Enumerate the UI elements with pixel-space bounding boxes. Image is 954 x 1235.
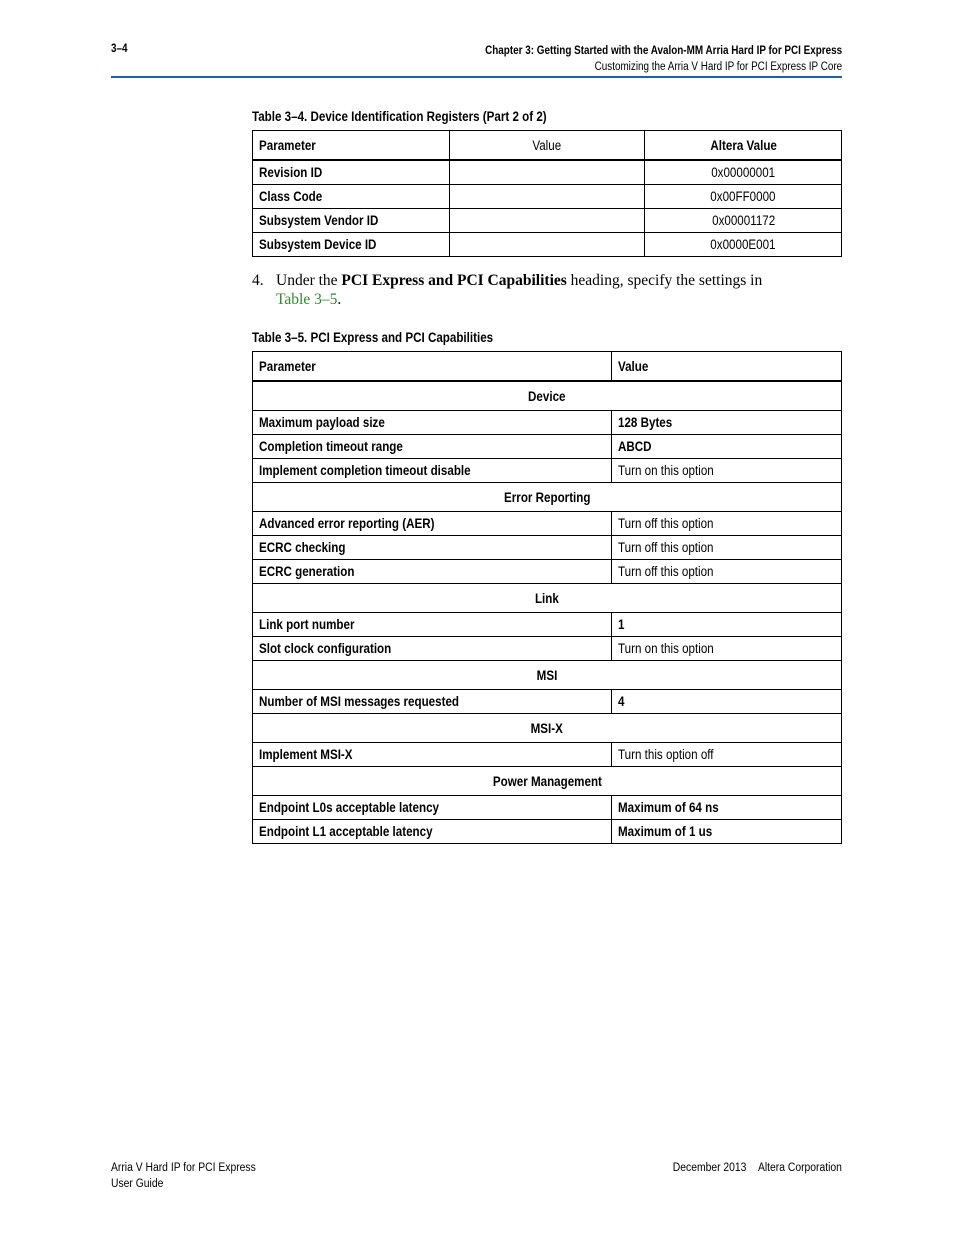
section-title: Power Management — [253, 767, 842, 796]
table-row — [253, 613, 842, 637]
value-cell: 1 — [611, 613, 842, 637]
step-text-after: heading, specify the settings in — [566, 272, 763, 289]
section-title: MSI — [253, 661, 842, 690]
table-3-5-link[interactable]: Table 3–5 — [276, 291, 338, 308]
parameter-cell: Maximum payload size — [253, 411, 612, 435]
value-cell — [449, 185, 645, 209]
table-row — [253, 796, 842, 820]
parameter-cell: Endpoint L1 acceptable latency — [253, 820, 612, 844]
chapter-title: Chapter 3: Getting Started with the Avalon-MM Arria Hard IP for PCI Express — [484, 45, 842, 57]
table-row — [253, 560, 842, 584]
column-header-value: Value — [611, 352, 842, 382]
table-3-5-caption: Table 3–5. PCI Express and PCI Capabilities — [252, 330, 494, 345]
step-bold-heading: PCI Express and PCI Capabilities — [341, 272, 567, 289]
parameter-cell: Completion timeout range — [253, 435, 612, 459]
footer-date: December 2013 — [672, 1162, 747, 1174]
section-header-row — [253, 584, 842, 613]
section-title: MSI-X — [253, 714, 842, 743]
section-header-row — [253, 767, 842, 796]
table-3-4-caption: Table 3–4. Device Identification Registers (Part 2 of 2) — [252, 109, 547, 124]
table-row — [253, 160, 842, 185]
parameter-cell: Subsystem Device ID — [253, 233, 450, 257]
value-cell: Turn on this option — [611, 459, 842, 483]
value-cell: 4 — [611, 690, 842, 714]
step-4-instruction — [252, 271, 762, 309]
footer-company: Altera Corporation — [758, 1162, 842, 1174]
parameter-cell: Class Code — [253, 185, 450, 209]
parameter-cell: ECRC checking — [253, 536, 612, 560]
pci-capabilities-table — [252, 351, 842, 844]
parameter-cell: Advanced error reporting (AER) — [253, 512, 612, 536]
footer-doc-type: User Guide — [111, 1178, 164, 1190]
running-header — [427, 43, 842, 75]
footer-left — [111, 1160, 256, 1192]
altera-value-cell: 0x00001172 — [645, 209, 842, 233]
table-row — [253, 233, 842, 257]
header-rule — [111, 76, 842, 78]
altera-value-cell: 0x00000001 — [645, 160, 842, 185]
parameter-cell: ECRC generation — [253, 560, 612, 584]
value-cell: Maximum of 1 us — [611, 820, 842, 844]
table-header-row — [253, 131, 842, 161]
step-number: 4. — [252, 272, 264, 289]
table-header-row — [253, 352, 842, 382]
parameter-cell: Slot clock configuration — [253, 637, 612, 661]
value-cell: Turn off this option — [611, 560, 842, 584]
altera-value-cell: 0x00FF0000 — [645, 185, 842, 209]
section-header-row — [253, 661, 842, 690]
column-header-value: Value — [449, 131, 645, 161]
section-header-row — [253, 483, 842, 512]
value-cell: ABCD — [611, 435, 842, 459]
parameter-cell: Implement completion timeout disable — [253, 459, 612, 483]
value-cell: Maximum of 64 ns — [611, 796, 842, 820]
parameter-cell: Endpoint L0s acceptable latency — [253, 796, 612, 820]
table-row — [253, 690, 842, 714]
value-cell: Turn off this option — [611, 536, 842, 560]
section-header-row — [253, 381, 842, 411]
column-header-altera-value: Altera Value — [645, 131, 842, 161]
table-row — [253, 435, 842, 459]
table-row — [253, 743, 842, 767]
section-title: Customizing the Arria V Hard IP for PCI Express IP Core — [594, 61, 842, 73]
parameter-cell: Revision ID — [253, 160, 450, 185]
value-cell — [449, 233, 645, 257]
device-id-registers-table — [252, 130, 842, 257]
value-cell: Turn on this option — [611, 637, 842, 661]
column-header-parameter: Parameter — [253, 131, 450, 161]
table-row — [253, 512, 842, 536]
parameter-cell: Subsystem Vendor ID — [253, 209, 450, 233]
column-header-parameter: Parameter — [253, 352, 612, 382]
section-header-row — [253, 714, 842, 743]
table-row — [253, 411, 842, 435]
parameter-cell: Number of MSI messages requested — [253, 690, 612, 714]
value-cell — [449, 209, 645, 233]
table-row — [253, 185, 842, 209]
parameter-cell: Implement MSI-X — [253, 743, 612, 767]
value-cell — [449, 160, 645, 185]
table-row — [253, 536, 842, 560]
footer-doc-title: Arria V Hard IP for PCI Express — [111, 1162, 256, 1174]
footer-right — [673, 1160, 842, 1176]
step-period: . — [337, 291, 342, 308]
table-row — [253, 209, 842, 233]
parameter-cell: Link port number — [253, 613, 612, 637]
table-row — [253, 637, 842, 661]
section-title: Error Reporting — [253, 483, 842, 512]
table-row — [253, 459, 842, 483]
section-title: Link — [253, 584, 842, 613]
table-row — [253, 820, 842, 844]
section-title: Device — [253, 381, 842, 411]
altera-value-cell: 0x0000E001 — [645, 233, 842, 257]
page-number: 3–4 — [111, 43, 128, 55]
value-cell: Turn off this option — [611, 512, 842, 536]
value-cell: Turn this option off — [611, 743, 842, 767]
value-cell: 128 Bytes — [611, 411, 842, 435]
step-text-before: Under the — [276, 272, 342, 289]
